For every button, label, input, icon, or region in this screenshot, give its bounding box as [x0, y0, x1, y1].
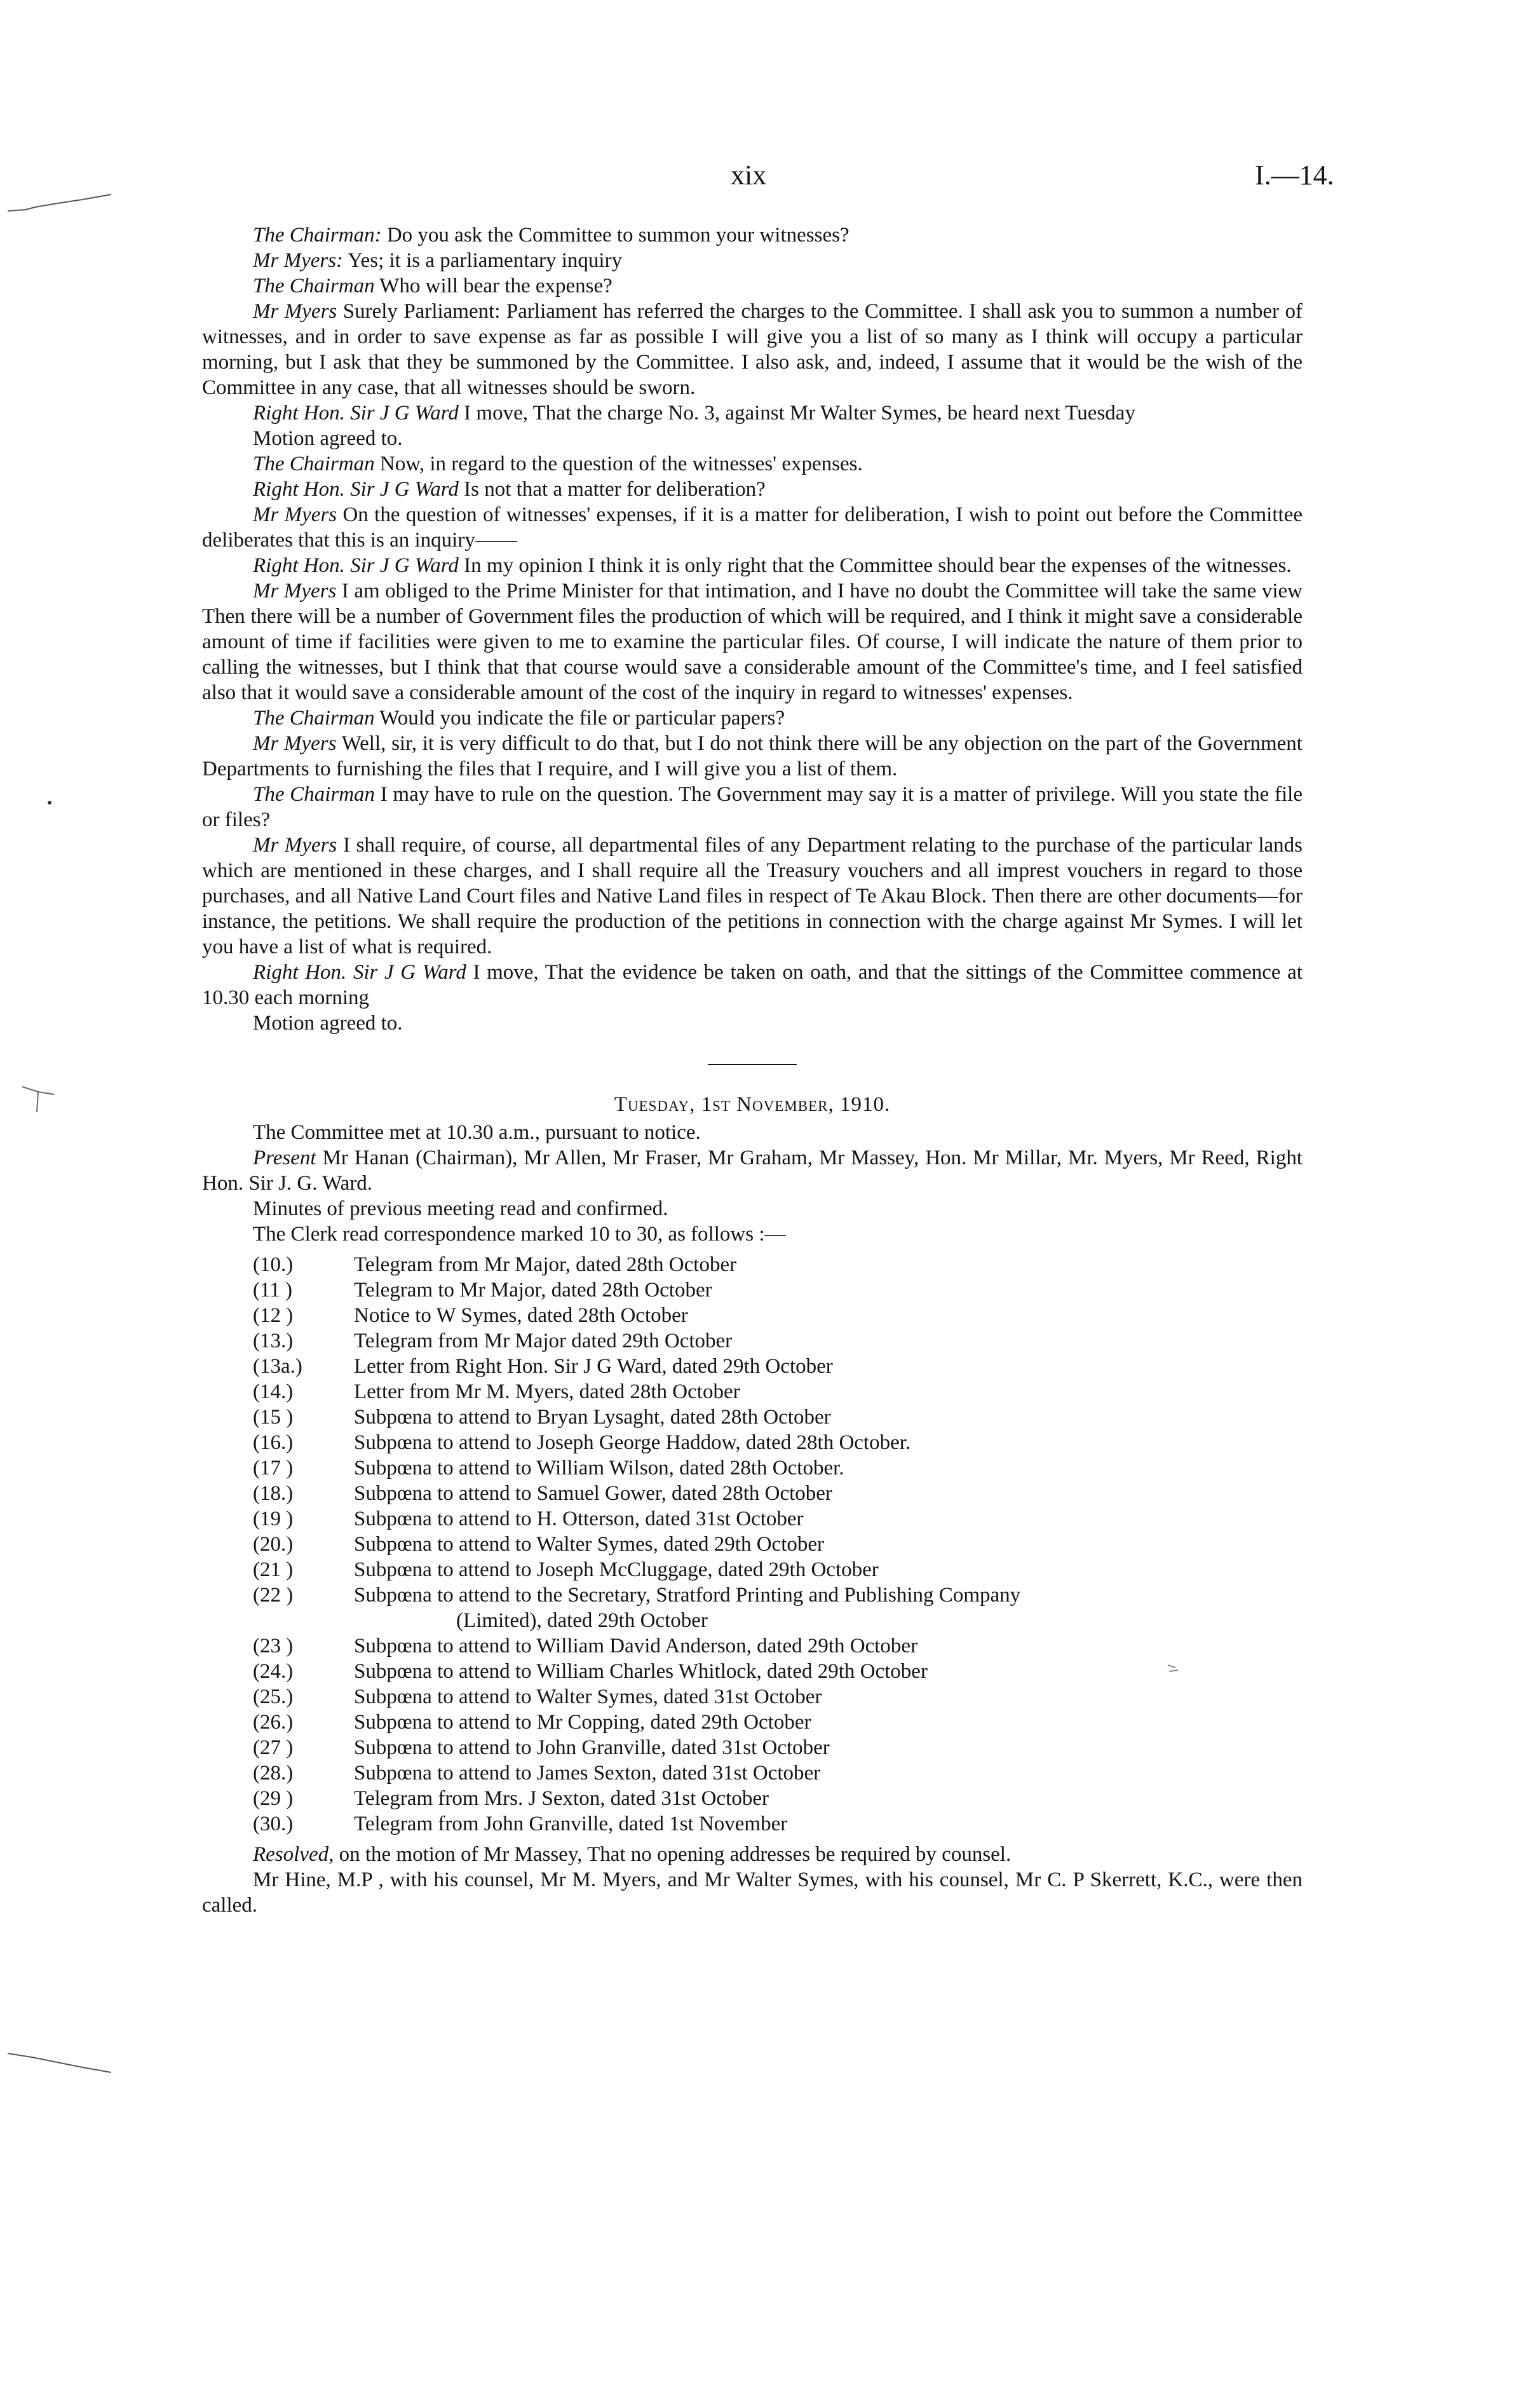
paragraph: Right Hon. Sir J G Ward In my opinion I think it is only right that the Committee should bear the expenses of the witnesses. — [253, 554, 1292, 577]
list-item: (22 ) Subpœna to attend to the Secretary, Stratford Printing and Publishing Company (Limited), dated 29th October — [253, 1584, 1021, 1632]
margin-pencil-mark — [6, 2050, 114, 2075]
list-item: (18.) Subpœna to attend to Samuel Gower, dated 28th October — [253, 1482, 832, 1505]
section-heading: Tuesday, 1st November, 1910. — [614, 1093, 891, 1116]
list-item: (20.) Subpœna to attend to Walter Symes, dated 29th October — [253, 1533, 825, 1556]
motion-result: Motion agreed to. — [253, 427, 403, 450]
document-reference: I.—14. — [1255, 160, 1334, 191]
list-item: (27 ) Subpœna to attend to John Granville, dated 31st October — [253, 1736, 830, 1759]
list-item: (26.) Subpœna to attend to Mr Copping, dated 29th October — [253, 1711, 811, 1734]
meeting-notice: The Committee met at 10.30 a.m., pursuant to notice. — [253, 1121, 701, 1144]
list-item: (16.) Subpœna to attend to Joseph George Haddow, dated 28th October. — [253, 1431, 911, 1454]
paragraph: Mr Myers: Yes; it is a parliamentary inquiry — [253, 249, 623, 272]
document-body — [202, 222, 1303, 1918]
list-item: (11 ) Telegram to Mr Major, dated 28th October — [253, 1279, 712, 1302]
list-item: (28.) Subpœna to attend to James Sexton, dated 31st October — [253, 1762, 821, 1785]
section-divider — [708, 1064, 797, 1065]
present-members: Present Mr Hanan (Chairman), Mr Allen, Mr Fraser, Mr Graham, Mr Massey, Hon. Mr Millar, Mr. Myers, Mr Reed, Right Hon. Sir J. G. Ward. — [202, 1146, 1303, 1195]
list-item: (29 ) Telegram from Mrs. J Sexton, dated 31st October — [253, 1787, 769, 1810]
motion-result: Motion agreed to. — [253, 1012, 403, 1035]
list-item: (25.) Subpœna to attend to Walter Symes, dated 31st October — [253, 1685, 822, 1708]
list-item: (13.) Telegram from Mr Major dated 29th October — [253, 1330, 733, 1352]
list-item: (24.) Subpœna to attend to William Charles Whitlock, dated 29th October — [253, 1660, 928, 1683]
paragraph: Mr Myers I shall require, of course, all departmental files of any Department relating to the purchase of the particular lands which are mentioned in these charges, and I shall require all the Treasury vouchers and all imprest vouchers in regard to those purchases, and all Native Land Court files and Native Land files in respect of Te Akau Block. Then there are other documents—for instance, the petitions. We shall require the production of the petitions in connection with the charge against Mr Symes. I will let you have a list of what is required. — [202, 834, 1303, 958]
paragraph: Right Hon. Sir J G Ward I move, That the evidence be taken on oath, and that the sittings of the Committee commence at 10.30 each morning — [202, 961, 1303, 1009]
minutes-note: Minutes of previous meeting read and confirmed. — [253, 1197, 668, 1220]
list-item: (14.) Letter from Mr M. Myers, dated 28th October — [253, 1380, 740, 1403]
correspondence-list — [202, 1252, 1303, 1837]
list-item: (21 ) Subpœna to attend to Joseph McCluggage, dated 29th October — [253, 1558, 879, 1581]
list-item: (23 ) Subpœna to attend to William David Anderson, dated 29th October — [253, 1635, 918, 1657]
list-item: (30.) Telegram from John Granville, dated 1st November — [253, 1813, 788, 1835]
resolution: Resolved, on the motion of Mr Massey, That no opening addresses be required by counsel. — [253, 1843, 1012, 1866]
list-item: (15 ) Subpœna to attend to Bryan Lysaght, dated 28th October — [253, 1406, 831, 1429]
list-item: (10.) Telegram from Mr Major, dated 28th October — [253, 1253, 737, 1276]
paragraph: Mr Myers I am obliged to the Prime Minister for that intimation, and I have no doubt the Committee will take the same view Then there will be a number of Government files the production of which will be required, and I think it might save a considerable amount of time if facilities were given to me to examine the particular files. Of course, I will indicate the nature of them prior to calling the witnesses, but I think that that course would save a considerable amount of the Committee's time, and I feel satisfied also that it would save a considerable amount of the cost of the inquiry in regard to witnesses' expenses. — [202, 580, 1303, 704]
paragraph: The Chairman Now, in regard to the question of the witnesses' expenses. — [253, 452, 863, 475]
paragraph: Mr Myers Well, sir, it is very difficult to do that, but I do not think there will be any objection on the part of the Government Departments to furnishing the files that I require, and I will give you a list of them. — [202, 732, 1303, 780]
final-paragraph: Mr Hine, M.P , with his counsel, Mr M. Myers, and Mr Walter Symes, with his counsel, Mr C. P Skerrett, K.C., were then called. — [202, 1868, 1303, 1917]
list-item: (19 ) Subpœna to attend to H. Otterson, dated 31st October — [253, 1507, 804, 1530]
page-number: xix — [731, 160, 767, 191]
margin-tick-mark — [19, 1080, 64, 1119]
list-item: (13a.) Letter from Right Hon. Sir J G Ward, dated 29th October — [253, 1355, 833, 1378]
list-item: (17 ) Subpœna to attend to William Wilson, dated 28th October. — [253, 1457, 844, 1479]
paragraph: The Chairman I may have to rule on the question. The Government may say it is a matter of privilege. Will you state the file or files? — [202, 783, 1303, 831]
list-item: (12 ) Notice to W Symes, dated 28th October — [253, 1304, 688, 1327]
clerk-note: The Clerk read correspondence marked 10 to 30, as follows :— — [253, 1223, 786, 1246]
paragraph: Mr Myers On the question of witnesses' expenses, if it is a matter for deliberation, I wish to point out before the Committee deliberates that this is an inquiry—— — [202, 503, 1303, 552]
paragraph: Right Hon. Sir J G Ward I move, That the charge No. 3, against Mr Walter Symes, be heard next Tuesday — [253, 402, 1135, 425]
paragraph: The Chairman Who will bear the expense? — [253, 275, 612, 297]
paragraph: Right Hon. Sir J G Ward Is not that a matter for deliberation? — [253, 478, 766, 501]
paragraph: The Chairman Would you indicate the file or particular papers? — [253, 707, 785, 730]
paragraph: The Chairman: Do you ask the Committee to summon your witnesses? — [253, 224, 849, 247]
margin-dot-mark — [44, 798, 55, 808]
paragraph: Mr Myers Surely Parliament: Parliament has referred the charges to the Committee. I shall ask you to summon a number of witnesses, and in order to save expense as far as possible I will give you a list of so many as I think will occupy a particular morning, but I ask that they be summoned by the Committee. I also ask, and, indeed, I assume that it would be the wish of the Committee in any case, that all witnesses should be sworn. — [202, 300, 1303, 399]
margin-pencil-mark — [6, 192, 114, 217]
